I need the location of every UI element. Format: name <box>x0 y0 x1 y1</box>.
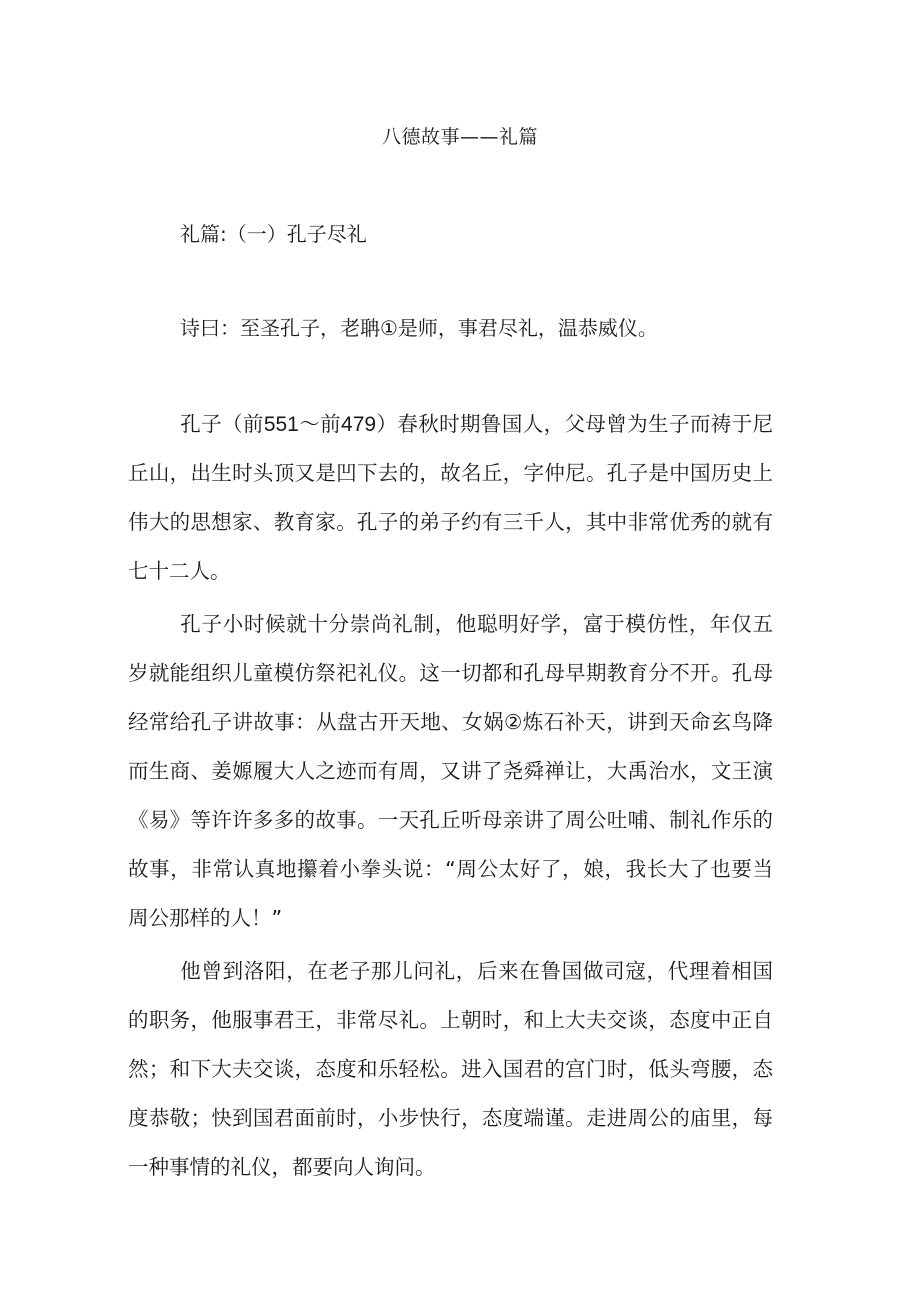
paragraph-1-part-a: 孔子（前 <box>180 412 264 436</box>
birth-year: 551 <box>263 413 299 436</box>
paragraph-1 <box>128 400 773 596</box>
paragraph-3: 他曾到洛阳，在老子那儿问礼，后来在鲁国做司寇，代理着相国的职务，他服事君王，非常尽礼。上朝时，和上大夫交谈，态度中正自然；和下大夫交谈，态度和乐轻松。进入国君的宫门时，低头弯腰，态度恭敬；快到国君面前时，小步快行，态度端谨。走进周公的庙里，每一种事情的礼仪，都要向人询问。 <box>128 959 773 1179</box>
poem-line: 诗曰：至圣孔子，老聃①是师，事君尽礼，温恭威仪。 <box>180 316 658 340</box>
document-title: 八德故事——礼篇 <box>381 126 538 148</box>
body-text <box>128 400 773 1192</box>
section-heading: 礼篇:（一）孔子尽礼 <box>180 222 367 246</box>
paragraph-1-part-b: ～前 <box>298 412 342 436</box>
paragraph-2: 孔子小时候就十分崇尚礼制，他聪明好学，富于模仿性，年仅五岁就能组织儿童模仿祭祀礼仪。这一切都和孔母早期教育分不开。孔母经常给孔子讲故事：从盘古开天地、女娲②炼石补天，讲到天命玄鸟降而生商、姜嫄履大人之迹而有周，又讲了尧舜禅让，大禹治水，文王演《易》等许许多多的故事。一天孔丘听母亲讲了周公吐哺、制礼作乐的故事，非常认真地攥着小拳头说：“周公太好了，娘，我长大了也要当周公那样的人！” <box>128 612 773 930</box>
death-year: 479 <box>341 413 377 436</box>
paragraph-1-part-c: ）春秋时期鲁国人，父母曾为生子而祷于尼丘山，出生时头顶又是凹下去的，故名丘，字仲尼。孔子是中国历史上伟大的思想家、教育家。孔子的弟子约有三千人，其中非常优秀的就有七十二人。 <box>128 412 774 583</box>
